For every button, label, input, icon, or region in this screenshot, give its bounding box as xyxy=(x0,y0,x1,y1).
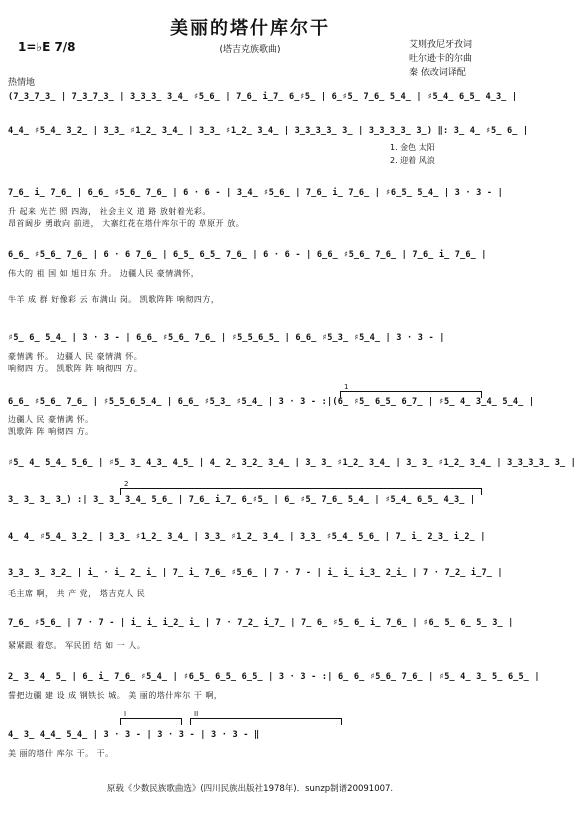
notation-row: 7̲6̲ ♯5̲6̲ | 7 · 7 - | i̲ i̲ i̲2̲ i̲ | 7 · 7̲2̲ i̲7̲ | 7̲ 6̲ ♯5̲ 6̲ i̲ 7̲6̲ | ♯6̲ 5̲ 6̲ 5̲ 3̲ | xyxy=(8,618,514,628)
notation-row: 3̲ 3̲ 3̲ 3̲) :| 3̲ 3̲ 3̲4̲ 5̲6̲ | 7̲6̲ i̲7̲ 6̲♯5̲ | 6̲ ♯5̲ 7̲6̲ 5̲4̲ | ♯5̲4̲ 6̲5̲ 4̲3̲ | xyxy=(8,495,476,505)
lyric-line: 升 起来 光芒 照 四海， 社会主义 道 路 放射着光彩。 xyxy=(8,207,211,216)
notation-row: 4̲ 4̲ ♯5̲4̲ 3̲2̲ | 3̲3̲ ♯1̲2̲ 3̲4̲ | 3̲3̲ ♯1̲2̲ 3̲4̲ | 3̲3̲ ♯5̲4̲ 5̲6̲ | 7̲ i̲ 2̲3̲ i̲2̲ | xyxy=(8,532,486,542)
lyric-line: 美 丽的塔什 库尔 干。 干。 xyxy=(8,749,114,758)
lyric-line: 边疆人 民 豪情满 怀。 xyxy=(8,415,94,424)
notation-row: 6̲6̲ ♯5̲6̲ 7̲6̲ | ♯5̲5̲6̲5̲4̲ | 6̲6̲ ♯5̲3̲ ♯5̲4̲ | 3 · 3 - :|(6̲ ♯5̲ 6̲5̲ 6̲7̲ | ♯5̲ 4̲ 3̲4̲ 5̲4̲ | xyxy=(8,397,535,407)
song-title: 美丽的塔什库尔干 xyxy=(170,18,330,39)
lyric-line: 响彻四 方。 凯歌阵 阵 响彻四 方。 xyxy=(8,364,143,373)
ending-bracket: 2 xyxy=(120,488,482,495)
lyric-line: 牛羊 成 群 好像彩 云 布满山 岗。 凯歌阵阵 响彻四方， xyxy=(8,295,220,304)
credit-composer: 吐尔逊卡的尔曲 xyxy=(408,54,472,64)
tempo-marking: 热情地 xyxy=(8,78,36,88)
verse-label: 2. 迎着 风浪 xyxy=(390,156,435,165)
source-footer: 原载《少数民族歌曲选》(四川民族出版社1978年)．sunzp制谱20091007. xyxy=(106,784,394,794)
lyric-line: 伟大的 祖 国 如 旭日东 升。 边疆人民 豪情满怀， xyxy=(8,269,200,278)
credit-lyricist: 艾则孜尼牙孜词 xyxy=(408,40,472,50)
notation-row: 2̲ 3̲ 4̲ 5̲ | 6̲ i̲ 7̲6̲ ♯5̲4̲ | ♯6̲5̲ 6̲5̲ 6̲5̲ | 3 · 3 - :| 6̲ 6̲ ♯5̲6̲ 7̲6̲ | ♯5̲ 4̲ 3̲ 5̲ 6̲5̲ | xyxy=(8,672,540,682)
notation-row: 4̲4̲ ♯5̲4̲ 3̲2̲ | 3̲3̲ ♯1̲2̲ 3̲4̲ | 3̲3̲ ♯1̲2̲ 3̲4̲ | 3̲3̲3̲3̲ 3̲ | 3̲3̲3̲3̲ 3̲) ‖: 3̲ 4̲ ♯5̲ 6̲ | xyxy=(8,126,529,136)
notation-row: ♯5̲ 6̲ 5̲4̲ | 3 · 3 - | 6̲6̲ ♯5̲6̲ 7̲6̲ | ♯5̲5̲6̲5̲ | 6̲6̲ ♯5̲3̲ ♯5̲4̲ | 3 · 3 - | xyxy=(8,333,445,343)
verse-label: 1. 金色 太阳 xyxy=(390,143,435,152)
lyric-line: 凯歌阵 阵 响彻四 方。 xyxy=(8,427,94,436)
notation-row: 6̲6̲ ♯5̲6̲ 7̲6̲ | 6 · 6 7̲6̲ | 6̲5̲ 6̲5̲ 7̲6̲ | 6 · 6 - | 6̲6̲ ♯5̲6̲ 7̲6̲ | 7̲6̲ i̲ 7̲6̲ | xyxy=(8,250,487,260)
lyric-line: 豪情满 怀。 边疆人 民 豪情满 怀。 xyxy=(8,352,143,361)
ending-bracket: I xyxy=(120,718,182,725)
ending-bracket: II xyxy=(190,718,342,725)
song-subtitle: (塔吉克族歌曲) xyxy=(219,45,281,55)
notation-row: 4̲ 3̲ 4̲4̲ 5̲4̲ | 3 · 3 - | 3 · 3 - | 3 · 3 - ‖ xyxy=(8,730,260,740)
notation-row: 7̲6̲ i̲ 7̲6̲ | 6̲6̲ ♯5̲6̲ 7̲6̲ | 6 · 6 - | 3̲4̲ ♯5̲6̲ | 7̲6̲ i̲ 7̲6̲ | ♯6̲5̲ 5̲4̲ | 3 · 3 - | xyxy=(8,188,503,198)
credits xyxy=(409,38,472,80)
lyric-line: 紧紧跟 着您。 军民团 结 如 一 人。 xyxy=(8,641,146,650)
notation-row: 3̲3̲ 3̲ 3̲2̲ | i̲ · i̲ 2̲ i̲ | 7̲ i̲ 7̲6̲ ♯5̲6̲ | 7 · 7 - | i̲ i̲ i̲3̲ 2̲i̲ | 7 · 7̲2̲ i̲7̲ | xyxy=(8,568,503,578)
notation-row: ♯5̲ 4̲ 5̲4̲ 5̲6̲ | ♯5̲ 3̲ 4̲3̲ 4̲5̲ | 4̲ 2̲ 3̲2̲ 3̲4̲ | 3̲ 3̲ ♯1̲2̲ 3̲4̲ | 3̲ 3̲ ♯1̲2̲ 3̲4̲ | 3̲3̲3̲3̲ 3̲ | xyxy=(8,458,576,468)
lyric-line: 誓把边疆 建 设 成 钢铁长 城。 美 丽的塔什库尔 干 啊， xyxy=(8,691,223,700)
key-signature: 1=♭E 7/8 xyxy=(18,40,76,54)
lyric-line: 昂首阔步 勇敢向 前进， 大寨红花在塔什库尔干的 草原开 放。 xyxy=(8,219,245,228)
lyric-line: 毛主席 啊， 共 产 党， 塔吉克人 民 xyxy=(8,589,146,598)
notation-row: (7̲3̲7̲3̲ | 7̲3̲7̲3̲ | 3̲3̲3̲ 3̲4̲ ♯5̲6̲ | 7̲6̲ i̲7̲ 6̲♯5̲ | 6̲♯5̲ 7̲6̲ 5̲4̲ | ♯5̲4̲ 6̲5̲ 4̲3̲ | xyxy=(8,92,518,102)
credit-translator: 秦 依改词译配 xyxy=(408,68,466,78)
ending-bracket: 1 xyxy=(340,391,482,398)
